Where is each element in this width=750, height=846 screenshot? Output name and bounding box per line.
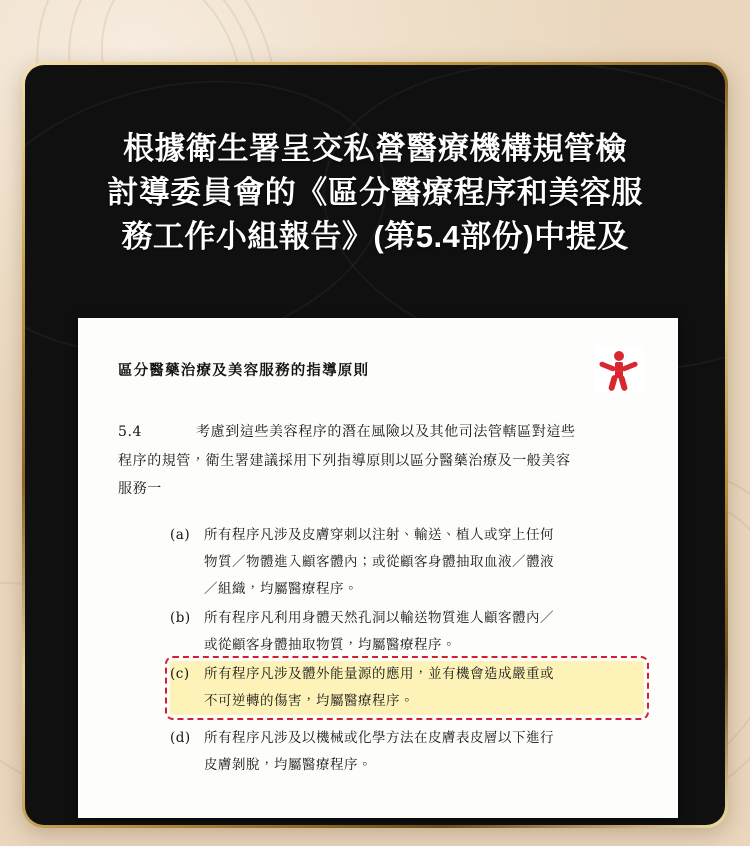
section-paragraph	[118, 418, 644, 504]
section-number: 5.4	[118, 424, 143, 440]
list-item	[170, 725, 644, 779]
list-item-line: 所有程序凡利用身體天然孔洞以輸送物質進人顧客體內／	[204, 610, 554, 627]
page-title	[25, 65, 725, 259]
list-item-marker: (d)	[170, 730, 191, 747]
headline-line-2: 討導委員會的《區分醫療程序和美容服	[107, 175, 643, 211]
list-item-marker: (c)	[170, 666, 190, 683]
logo-leg-left-shape	[608, 374, 618, 391]
logo-head-shape	[614, 351, 624, 361]
list-item-line: 或從顧客身體抽取物質，均屬醫療程序。	[204, 637, 456, 654]
document-header	[118, 346, 644, 392]
list-item-line: 皮膚剝脫，均屬醫療程序。	[204, 757, 372, 774]
red-running-figure-logo-icon	[594, 346, 644, 392]
document-scan	[78, 318, 678, 818]
section-line-3: 服務一	[118, 481, 162, 498]
list-item-line: 物質／物體進入顧客體內；或從顧客身體抽取血液／體液	[204, 554, 554, 571]
list-item-highlighted	[170, 661, 644, 715]
card-inner	[25, 65, 725, 825]
section-line-1: 考慮到這些美容程序的潛在風險以及其他司法管轄區對這些	[196, 424, 576, 440]
document-body	[78, 318, 678, 818]
list-item-line: 不可逆轉的傷害，均屬醫療程序。	[204, 693, 414, 710]
logo-arm-left-shape	[599, 361, 617, 372]
list-item-marker: (a)	[170, 527, 191, 544]
section-line-2: 程序的規管，衛生署建議採用下列指導原則以區分醫藥治療及一般美容	[118, 452, 571, 469]
logo-arm-right-shape	[621, 361, 639, 372]
guideline-list	[118, 522, 644, 779]
list-item-marker: (b)	[170, 610, 191, 627]
list-item-line: 所有程序凡涉及皮膚穿刺以注射、輸送、植人或穿上任何	[204, 527, 554, 544]
headline-line-1: 根據衛生署呈交私營醫療機構規管檢	[123, 131, 627, 166]
list-item	[170, 522, 644, 603]
document-title: 區分醫藥治療及美容服務的指導原則	[118, 361, 370, 379]
list-item-line: ／組織，均屬醫療程序。	[204, 581, 358, 598]
headline-line-3: 務工作小組報告》(第5.4部份)中提及	[121, 219, 629, 255]
gold-framed-card	[22, 62, 728, 828]
list-item-line: 所有程序凡涉及體外能量源的應用，並有機會造成嚴重或	[204, 666, 554, 683]
logo-leg-right-shape	[618, 374, 628, 391]
list-item-line: 所有程序凡涉及以機械或化學方法在皮膚表皮層以下進行	[204, 730, 554, 747]
list-item	[170, 605, 644, 659]
